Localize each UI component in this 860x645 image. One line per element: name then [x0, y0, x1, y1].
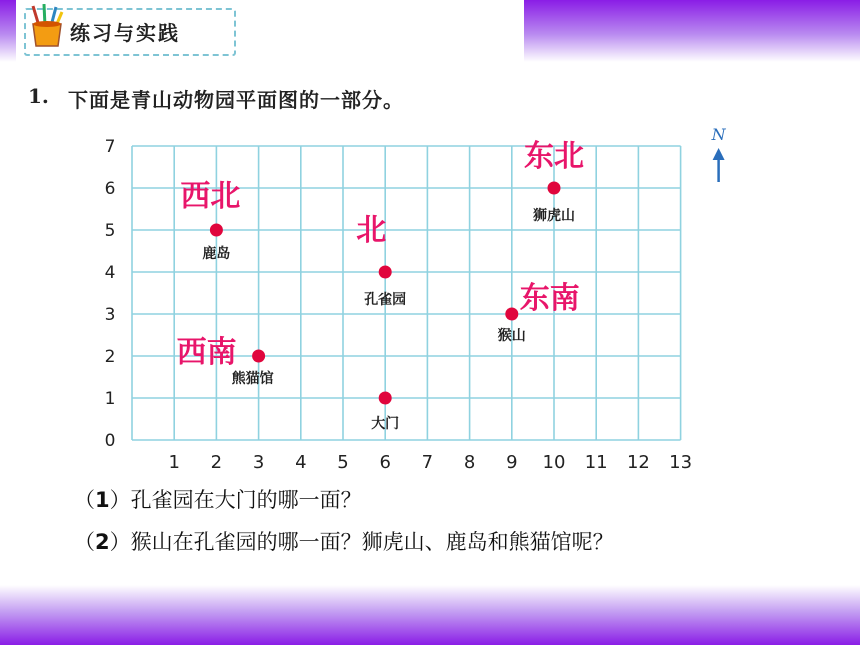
location-label: 鹿岛 — [202, 246, 231, 262]
location-dot — [548, 182, 561, 195]
y-tick-label: 0 — [104, 431, 116, 451]
question-text: 下面是青山动物园平面图的一部分。 — [68, 88, 404, 112]
pencil-cup-icon — [30, 4, 64, 48]
direction-label: 东南 — [519, 281, 580, 316]
north-label: N — [711, 125, 726, 144]
location-dot — [379, 266, 392, 279]
direction-label: 西北 — [180, 179, 241, 214]
bottom-gradient-band — [0, 585, 860, 645]
x-tick-label: 7 — [421, 452, 434, 473]
subquestion-1: （1）孔雀园在大门的哪一面？ — [74, 488, 362, 512]
x-tick-label: 10 — [542, 452, 566, 473]
location-dot — [505, 308, 518, 321]
question-number: 1. — [28, 84, 49, 108]
y-tick-label: 2 — [104, 347, 116, 367]
location-dot — [210, 224, 223, 237]
location-label: 猴山 — [497, 328, 526, 344]
x-tick-label: 13 — [669, 452, 693, 473]
location-label: 熊猫馆 — [231, 371, 274, 387]
location-dot — [252, 350, 265, 363]
x-tick-label: 1 — [168, 452, 180, 473]
y-tick-label: 7 — [104, 137, 116, 157]
x-tick-label: 3 — [252, 452, 265, 473]
section-title: 练习与实践 — [70, 21, 180, 45]
x-tick-label: 2 — [210, 452, 223, 473]
direction-label: 北 — [356, 213, 387, 248]
y-tick-label: 4 — [104, 263, 116, 283]
y-tick-label: 1 — [104, 389, 116, 409]
direction-label: 西南 — [176, 335, 237, 370]
north-arrow-head — [713, 148, 725, 160]
subquestion-2: （2）猴山在孔雀园的哪一面？狮虎山、鹿岛和熊猫馆呢？ — [74, 530, 614, 554]
subquestion-number: 1 — [95, 488, 110, 512]
location-label: 狮虎山 — [533, 208, 575, 224]
location-dot — [379, 392, 392, 405]
x-tick-label: 9 — [506, 452, 518, 473]
direction-label: 东北 — [524, 139, 584, 174]
subquestion-text: 猴山在孔雀园的哪一面？狮虎山、鹿岛和熊猫馆呢？ — [130, 530, 614, 554]
x-tick-label: 8 — [463, 452, 476, 473]
y-tick-label: 5 — [104, 221, 116, 241]
x-tick-label: 12 — [626, 452, 650, 473]
x-tick-label: 5 — [337, 452, 349, 473]
subquestion-number: 2 — [95, 530, 110, 554]
location-label: 大门 — [371, 416, 400, 432]
subquestion-text: 孔雀园在大门的哪一面？ — [130, 488, 362, 512]
x-tick-label: 11 — [584, 452, 608, 473]
y-tick-label: 3 — [104, 305, 116, 325]
location-label: 孔雀园 — [364, 292, 407, 308]
y-tick-label: 6 — [104, 179, 116, 199]
x-tick-label: 4 — [295, 452, 307, 473]
zoo-map-grid — [90, 120, 730, 480]
x-tick-label: 6 — [379, 452, 391, 473]
